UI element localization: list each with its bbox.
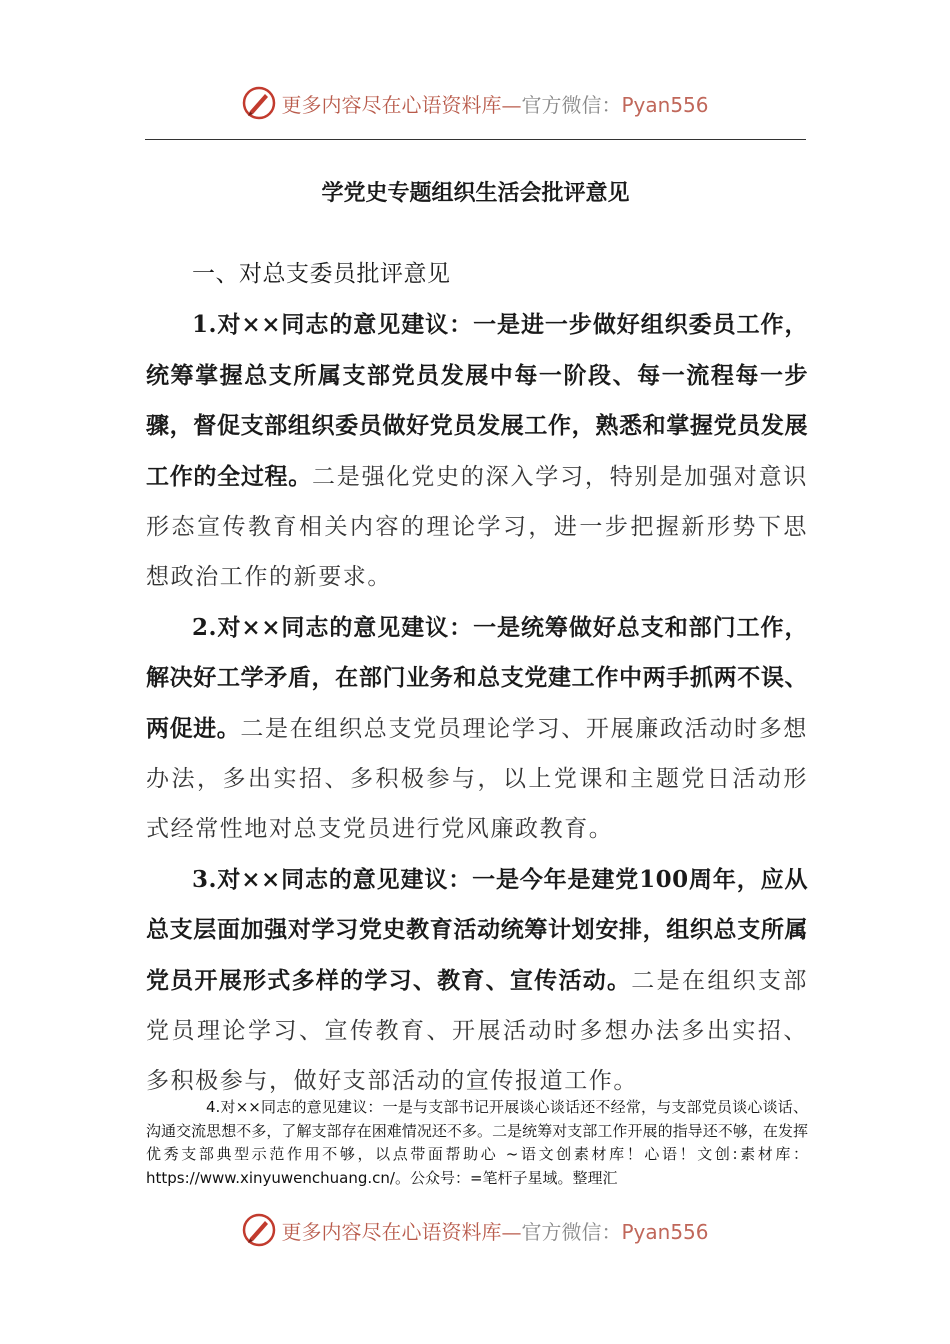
banner-dash: —	[501, 1219, 522, 1244]
banner-wechat-label: 官方微信：	[521, 1219, 622, 1244]
paragraph-2-bold: 2.对××同志的意见建议：一是统筹做好总支和部门工作，解决好工学矛盾，在部门业务和总支党建工作中两手抓两不误、两促进。	[146, 613, 808, 743]
banner-text	[281, 89, 708, 118]
paragraph-3-plain: 二是在组织支部党员理论学习、宣传教育、开展活动时多想办法多出实招、多积极参与，做好支部活动的宣传报道工作。	[146, 968, 809, 1094]
banner-text	[281, 1216, 708, 1245]
paragraph-2	[146, 603, 808, 855]
footnote-paragraph: 4.对××同志的意见建议：一是与支部书记开展谈心谈话还不经常，与支部党员谈心谈话、沟通交流思想不多，了解支部存在困难情况还不多。二是统筹对支部工作开展的指导还不够，在发挥优秀支部典型示范作用不够，以点带面帮助心 ~语文创素材库！心语！文创:素材库：https://www.xinyuwenchuang.cn/。公众号：=笔杆子星域。整理汇	[146, 1098, 808, 1187]
footer-banner	[0, 1210, 950, 1250]
section-heading: 一、对总支委员批评意见	[192, 261, 451, 287]
banner-dash: —	[501, 92, 522, 117]
banner-main-text: 更多内容尽在心语资料库	[281, 1219, 502, 1244]
paragraph-2-plain: 二是在组织总支党员理论学习、开展廉政活动时多想办法，多出实招、多积极参与，以上党课和主题党日活动形式经常性地对总支党员进行党风廉政教育。	[146, 716, 808, 842]
banner-main-text: 更多内容尽在心语资料库	[281, 92, 502, 117]
footnote-text	[146, 1096, 808, 1190]
paragraph-1-bold: 1.对××同志的意见建议：一是进一步做好组织委员工作，统筹掌握总支所属支部党员发展中每一阶段、每一流程每一步骤，督促支部组织委员做好党员发展工作，熟悉和掌握党员发展工作的全过程。	[146, 310, 808, 491]
banner-wechat-label: 官方微信：	[521, 92, 622, 117]
paragraph-1-plain: 二是强化党史的深入学习，特别是加强对意识形态宣传教育相关内容的理论学习，进一步把握新形势下思想政治工作的新要求。	[146, 464, 809, 590]
paragraph-3-bold: 3.对××同志的意见建议：一是今年是建党100周年，应从总支层面加强对学习党史教育活动统筹计划安排，组织总支所属党员开展形式多样的学习、教育、宣传活动。	[146, 865, 808, 995]
header-banner	[0, 83, 950, 123]
banner-wechat-id: Pyan556	[621, 1219, 709, 1244]
paragraph-3	[146, 855, 808, 1107]
document-title: 学党史专题组织生活会批评意见	[321, 181, 630, 206]
document-body	[146, 250, 808, 1107]
paragraph-1	[146, 300, 808, 603]
banner-wechat-id: Pyan556	[621, 92, 709, 117]
logo-pen-icon	[241, 1212, 277, 1248]
header-rule	[145, 139, 806, 140]
logo-pen-icon	[241, 85, 277, 121]
